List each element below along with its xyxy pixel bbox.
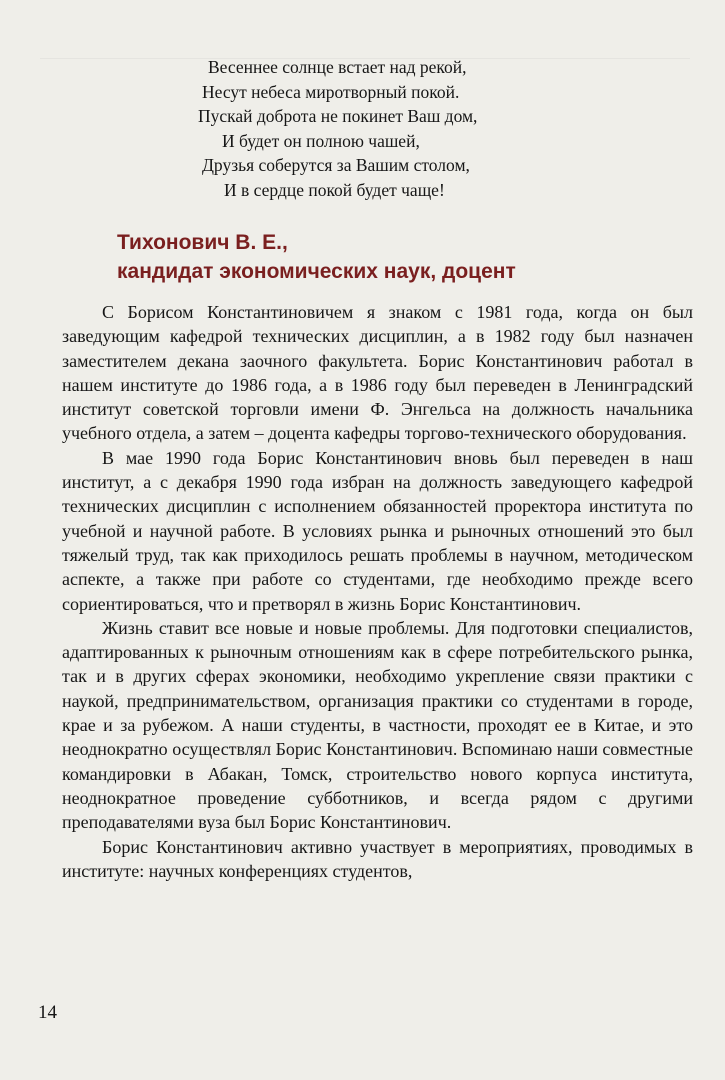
poem-line: И в сердце покой будет чаще!: [224, 179, 445, 200]
article-body: [62, 300, 693, 883]
author-heading: [117, 228, 677, 286]
author-title: кандидат экономических наук, доцент: [117, 260, 516, 283]
poem: [190, 55, 610, 202]
poem-line: Несут небеса миротворный покой.: [202, 81, 460, 102]
poem-line: Пускай доброта не покинет Ваш дом,: [198, 106, 478, 126]
author-name: Тихонович В. Е.,: [117, 231, 288, 254]
poem-line: Друзья соберутся за Вашим столом,: [202, 155, 470, 175]
poem-line: Весеннее солнце встает над рекой,: [208, 57, 467, 77]
paragraph: Борис Константинович активно участвует в мероприятиях, проводимых в институте: научных конференциях студентов,: [62, 836, 693, 881]
page-number: 14: [38, 1002, 57, 1023]
paragraph: Жизнь ставит все новые и новые проблемы. Для подготовки специалистов, адаптированных к рыночным отношениям как в сфере потребительского рынка, так и в других сферах экономики, необходимо укрепление связи практики с наукой, предпринимательством, организация практики со студентами в городе, крае и за рубежом. А наши студенты, в частности, проходят ее в Китае, и это неоднократно осуществлял Борис Константинович. Вспоминаю наши совместные командировки в Абакан, Томск, строительство нового корпуса института, неоднократное проведение субботников, и всегда рядом с другими преподавателями вуза был Борис Константинович.: [62, 617, 693, 833]
paragraph: В мае 1990 года Борис Константинович вновь был переведен в наш институт, а с декабря 1990 года избран на должность заведующего кафедрой технических дисциплин с исполнением обязанностей проректора института по учебной и научной работе. В условиях рынка и рыночных отношений это был тяжелый труд, так как приходилось решать проблемы в научном, методическом аспекте, а также при работе со студентами, где необходимо прежде всего сориентироваться, что и претворял в жизнь Борис Константинович.: [62, 447, 693, 614]
paragraph: С Борисом Константиновичем я знаком с 1981 года, когда он был заведующим кафедрой технических дисциплин, а в 1982 году был назначен заместителем декана заочного факультета. Борис Константинович работал в нашем институте до 1986 года, а в 1986 году был переведен в Ленинградский институт советской торговли имени Ф. Энгельса на должность начальника учебного отдела, а затем – доцента кафедры торгово-технического оборудования.: [62, 302, 693, 444]
poem-line: И будет он полною чашей,: [222, 130, 420, 151]
